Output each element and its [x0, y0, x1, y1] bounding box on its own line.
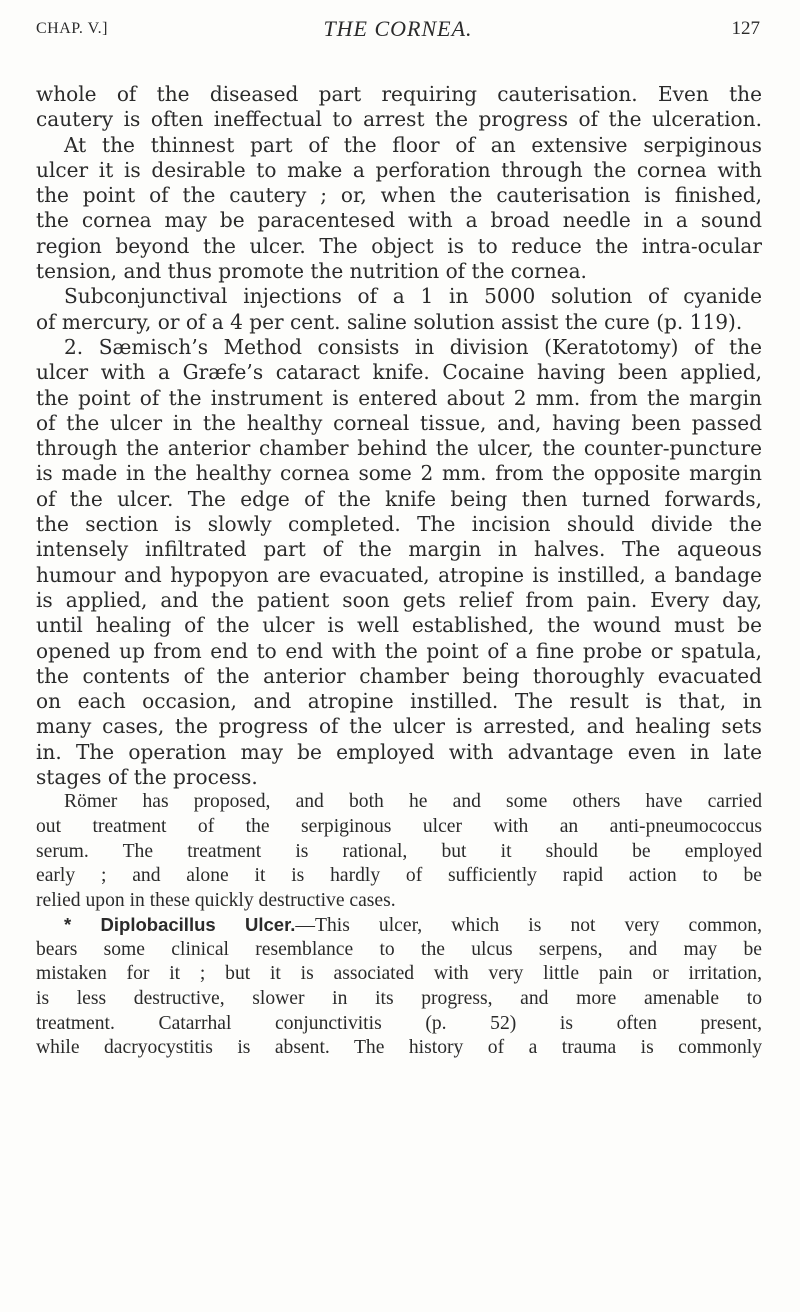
text-line: is made in the healthy cornea some 2 mm. from the opposite margin	[36, 461, 762, 486]
body-text	[36, 82, 762, 1061]
text-line: Subconjunctival injections of a 1 in 5000 solution of cyanide	[64, 284, 762, 309]
text-line: in. The operation may be employed with advantage even in late	[36, 739, 762, 764]
section-line: treatment. Catarrhal conjunctivitis (p. 52) is often present,	[36, 1012, 762, 1034]
section-heading: * Diplobacillus Ulcer.	[64, 914, 296, 936]
text-line: the section is slowly completed. The incision should divide the	[36, 512, 762, 537]
text-line: until healing of the ulcer is well established, the wound must be	[36, 613, 762, 638]
text-line: the point of the instrument is entered about 2 mm. from the margin	[36, 385, 762, 410]
note-line: relied upon in these quickly destructive cases.	[36, 889, 396, 911]
text-line: At the thinnest part of the floor of an extensive serpiginous	[64, 132, 762, 157]
text-line: of the ulcer. The edge of the knife being then turned forwards,	[36, 486, 762, 511]
text-line: the point of the cautery ; or, when the cauterisation is finished,	[36, 183, 762, 208]
text-line: of mercury, or of a 4 per cent. saline solution assist the cure (p. 119).	[36, 309, 743, 334]
note-line: serum. The treatment is rational, but it should be employed	[36, 840, 762, 862]
text-line: the cornea may be paracentesed with a broad needle in a sound	[36, 208, 762, 233]
text-line: is applied, and the patient soon gets relief from pain. Every day,	[36, 587, 762, 612]
section-line: bears some clinical resemblance to the ulcus serpens, and may be	[36, 938, 762, 960]
chapter-label: CHAP. V.]	[36, 20, 108, 37]
text-line: region beyond the ulcer. The object is to reduce the intra-ocular	[36, 233, 762, 258]
running-title: THE CORNEA.	[323, 16, 473, 41]
section-first-line	[36, 913, 762, 938]
text-line: 2. Sæmisch’s Method consists in division (Keratotomy) of the	[64, 334, 762, 359]
section-line: while dacryocystitis is absent. The history of a trauma is commonly	[36, 1037, 762, 1059]
text-line: tension, and thus promote the nutrition of the cornea.	[36, 259, 587, 284]
section-first-line-text: —This ulcer, which is not very common,	[295, 915, 762, 937]
text-line: cautery is often ineffectual to arrest the progress of the ulceration.	[36, 107, 762, 132]
text-line: many cases, the progress of the ulcer is arrested, and healing sets	[36, 714, 762, 739]
page-number: 127	[731, 18, 760, 39]
text-line: the contents of the anterior chamber being thoroughly evacuated	[36, 663, 762, 688]
text-line: through the anterior chamber behind the ulcer, the counter-puncture	[36, 436, 762, 461]
text-line: intensely infiltrated part of the margin in halves. The aqueous	[36, 537, 762, 562]
note-line: early ; and alone it is hardly of sufficiently rapid action to be	[36, 865, 762, 887]
text-line: ulcer it is desirable to make a perforation through the cornea with	[36, 157, 762, 182]
text-line: of the ulcer in the healthy corneal tissue, and, having been passed	[36, 410, 762, 435]
text-line: ulcer with a Græfe’s cataract knife. Cocaine having been applied,	[36, 360, 762, 385]
text-line: stages of the process.	[36, 765, 258, 790]
text-line: humour and hypopyon are evacuated, atropine is instilled, a bandage	[36, 562, 762, 587]
note-line: out treatment of the serpiginous ulcer with an anti-pneumococcus	[36, 815, 762, 837]
running-head	[36, 16, 760, 46]
note-line: Römer has proposed, and both he and some others have carried	[64, 791, 762, 813]
text-line: whole of the diseased part requiring cauterisation. Even the	[36, 82, 762, 106]
section-line: is less destructive, slower in its progress, and more amenable to	[36, 988, 762, 1010]
section-line: mistaken for it ; but it is associated with very little pain or irritation,	[36, 963, 762, 985]
text-line: on each occasion, and atropine instilled. The result is that, in	[36, 689, 762, 714]
text-line: opened up from end to end with the point of a fine probe or spatula,	[36, 638, 762, 663]
